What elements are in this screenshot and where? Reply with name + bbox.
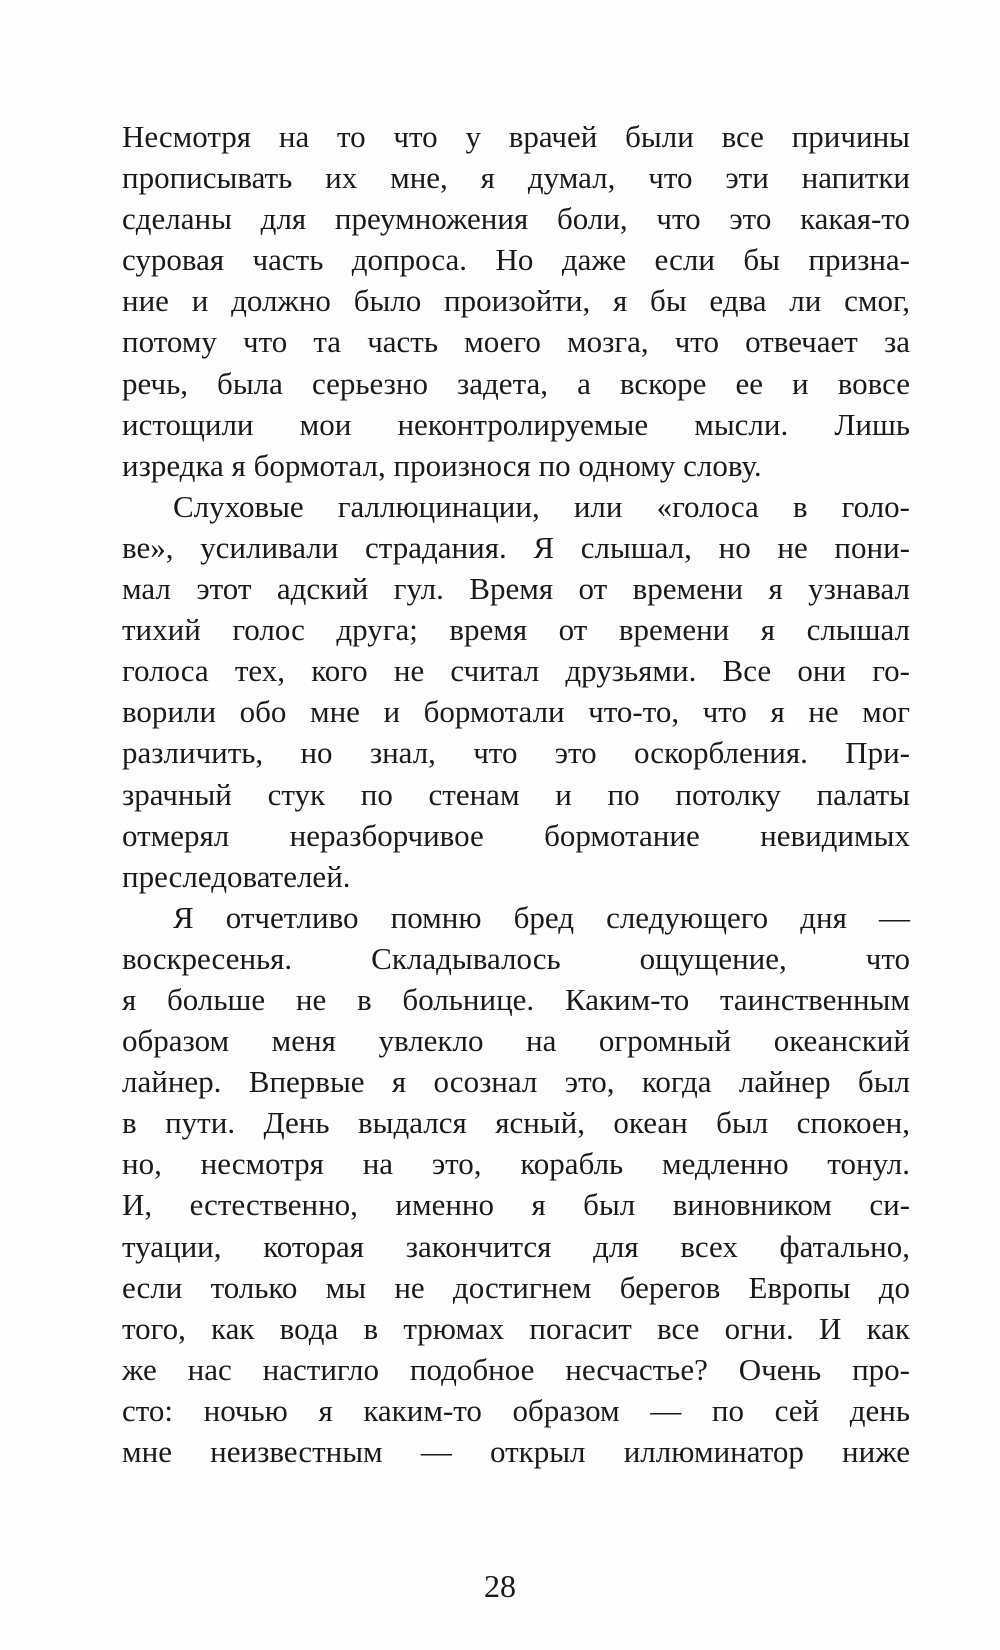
text-line: И, естественно, именно я был виновником си- — [122, 1187, 910, 1223]
text-line: мне неизвестным — открыл иллюминатор ниже — [122, 1434, 910, 1469]
paragraph — [122, 897, 910, 1472]
text-line: преследователей. — [122, 858, 351, 894]
text-line: речь, была серьезно задета, а вскоре ее и вовсе — [122, 365, 910, 401]
text-line: если только мы не достигнем берегов Европы до — [122, 1269, 910, 1305]
text-line: отмерял неразборчивое бормотание невидимых — [122, 817, 910, 853]
text-line: Я отчетливо помню бред следующего дня — — [173, 899, 910, 935]
text-line: мал этот адский гул. Время от времени я узнавал — [122, 571, 910, 607]
text-line: в пути. День выдался ясный, океан был спокоен, — [122, 1105, 910, 1141]
body-text — [122, 116, 910, 1472]
text-line: Несмотря на то что у врачей были все причины — [122, 119, 910, 154]
text-line: потому что та часть моего мозга, что отвечает за — [122, 324, 910, 360]
text-line: тихий голос друга; время от времени я слышал — [122, 612, 910, 648]
text-line: сто: ночью я каким-то образом — по сей день — [122, 1392, 910, 1428]
text-line: образом меня увлекло на огромный океанский — [122, 1023, 910, 1059]
text-line: сделаны для преумножения боли, что это какая-то — [122, 201, 910, 237]
text-line: но, несмотря на это, корабль медленно тонул. — [122, 1146, 910, 1182]
text-line: того, как вода в трюмах погасит все огни. И как — [122, 1310, 910, 1346]
paragraph — [122, 116, 910, 486]
text-line: воскресенья. Складывалось ощущение, что — [122, 940, 910, 976]
text-line: Слуховые галлюцинации, или «голоса в голо- — [173, 488, 910, 524]
text-line: истощили мои неконтролируемые мысли. Лишь — [122, 406, 910, 442]
text-line: туации, которая закончится для всех фатально, — [122, 1228, 910, 1264]
paragraph — [122, 486, 910, 897]
text-line: лайнер. Впервые я осознал это, когда лайнер был — [122, 1064, 910, 1100]
text-line: я больше не в больнице. Каким-то таинственным — [122, 981, 910, 1017]
text-line: же нас настигло подобное несчастье? Очень про- — [122, 1351, 910, 1387]
text-line: изредка я бормотал, произнося по одному слову. — [122, 447, 762, 483]
text-line: суровая часть допроса. Но даже если бы призна- — [122, 242, 910, 278]
text-line: ворили обо мне и бормотали что-то, что я не мог — [122, 694, 910, 730]
page-number: 28 — [484, 1568, 516, 1604]
text-line: зрачный стук по стенам и по потолку палаты — [122, 776, 910, 812]
text-line: прописывать их мне, я думал, что эти напитки — [122, 160, 910, 196]
text-line: ние и должно было произойти, я бы едва ли смог, — [122, 283, 910, 319]
text-line: различить, но знал, что это оскорбления. При- — [122, 735, 910, 771]
text-line: ве», усиливали страдания. Я слышал, но не пони- — [122, 529, 910, 565]
text-line: голоса тех, кого не считал друзьями. Все они го- — [122, 653, 910, 689]
